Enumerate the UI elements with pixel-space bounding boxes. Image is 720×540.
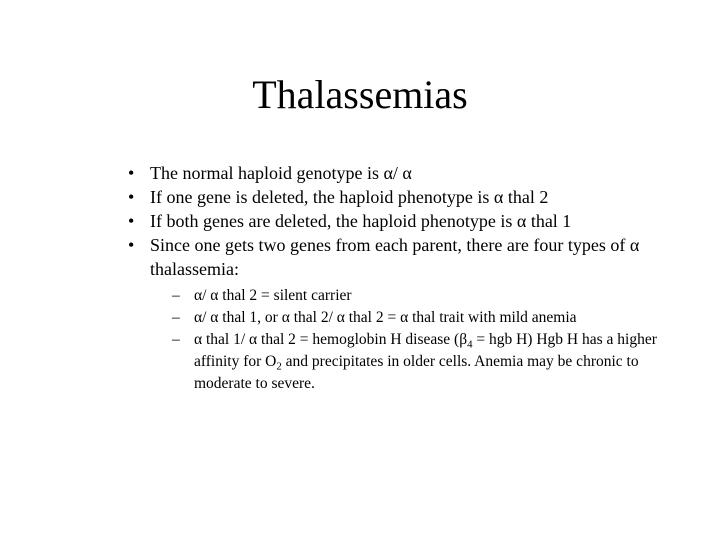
bullet-item [128, 185, 668, 209]
sub-bullet-text-part2: = hgb H) Hgb H has a higher affinity for O [194, 331, 657, 370]
subscript-4: 4 [467, 338, 473, 351]
sub-bullet-item [172, 307, 668, 329]
bullet-item [128, 233, 668, 395]
sub-bullet-marker: – [172, 287, 180, 304]
bullet-text: If one gene is deleted, the haploid phenotype is α thal 2 [150, 187, 549, 207]
sub-bullet-item [172, 285, 668, 307]
sub-bullet-text-part1: α thal 1/ α thal 2 = hemoglobin H disease (β [194, 331, 468, 348]
bullet-marker: • [128, 187, 135, 207]
bullet-text: The normal haploid genotype is α/ α [150, 163, 412, 183]
sub-bullet-text-part3: and precipitates in older cells. Anemia may be chronic to moderate to severe. [194, 353, 639, 392]
bullet-marker: • [128, 235, 135, 255]
sub-bullet-text: α/ α thal 1, or α thal 2/ α thal 2 = α thal trait with mild anemia [194, 309, 577, 326]
bullet-item [128, 161, 668, 185]
subscript-2: 2 [276, 360, 282, 373]
sub-bullet-text: α/ α thal 2 = silent carrier [194, 287, 352, 304]
slide-title: Thalassemias [252, 72, 468, 117]
bullet-marker: • [128, 211, 135, 231]
bullet-item [128, 209, 668, 233]
sub-bullet-marker: – [172, 309, 180, 326]
bullet-text: If both genes are deleted, the haploid phenotype is α thal 1 [150, 211, 572, 231]
sub-bullet-list [172, 285, 668, 395]
sub-bullet-marker: – [172, 331, 180, 348]
bullet-list [128, 161, 668, 395]
sub-bullet-item [172, 329, 668, 395]
bullet-text: Since one gets two genes from each parent, there are four types of α thalassemia: [150, 235, 640, 279]
bullet-marker: • [128, 163, 135, 183]
